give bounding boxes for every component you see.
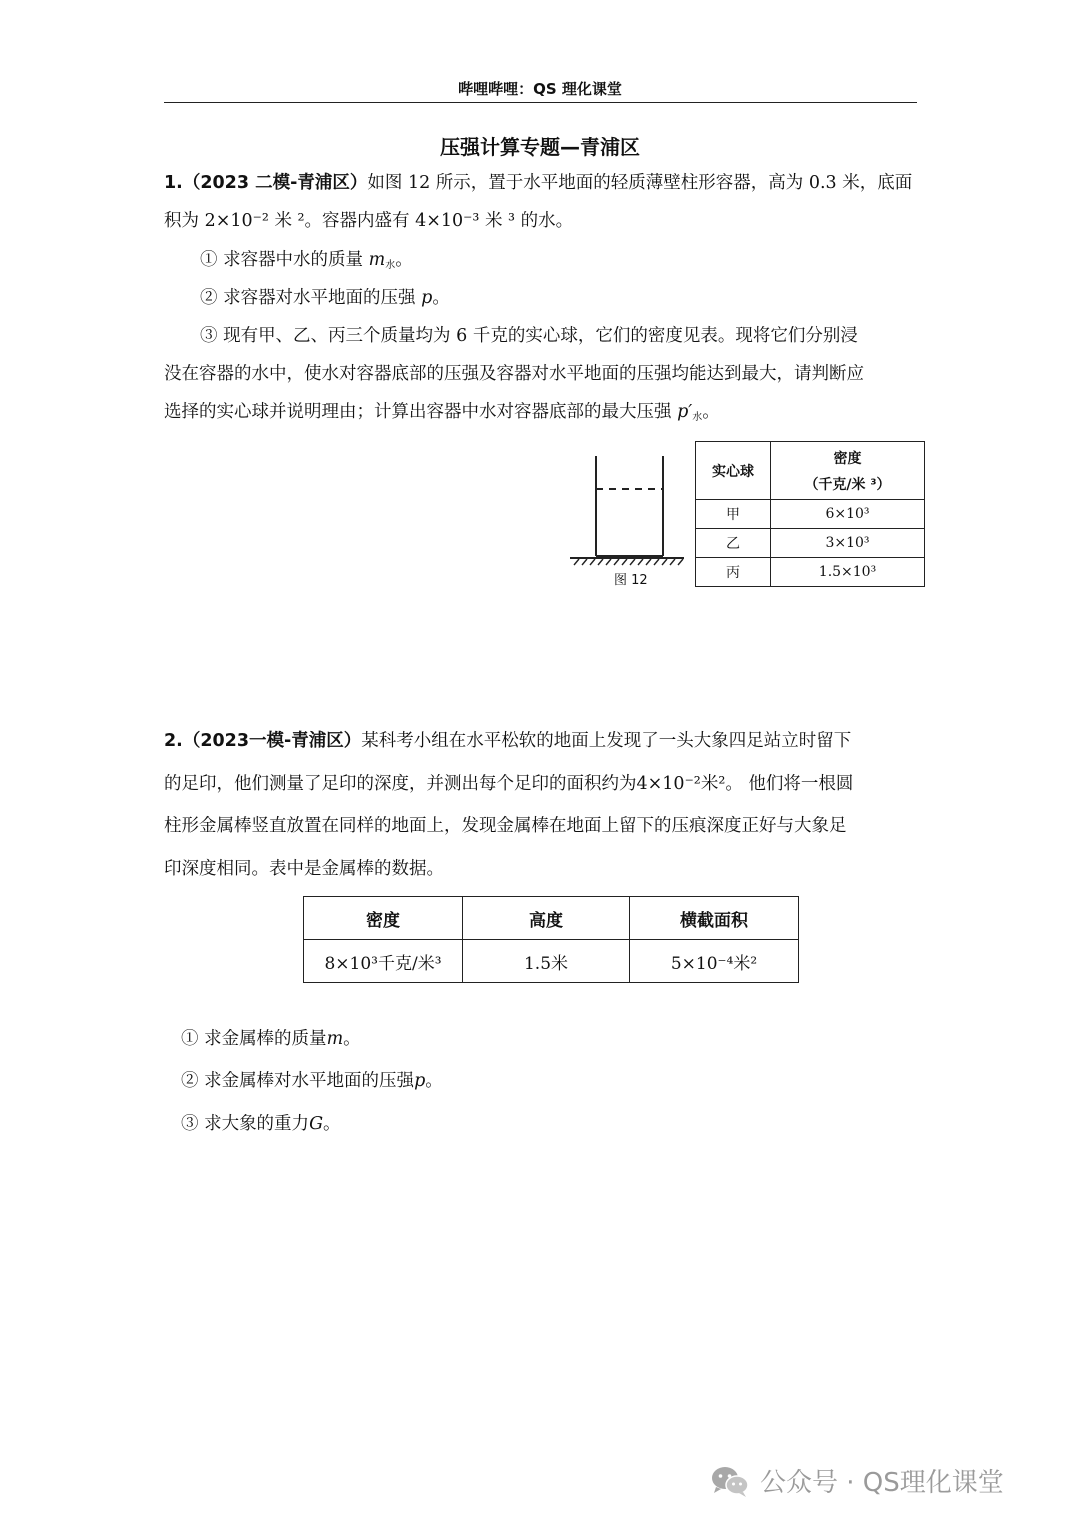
document-title: 压强计算专题—青浦区: [440, 135, 640, 159]
table2-value-height: 1.5米: [463, 940, 630, 983]
q2-line-3: 柱形金属棒竖直放置在同样的地面上，发现金属棒在地面上留下的压痕深度正好与大象足: [164, 816, 847, 836]
q2-sub2-var: p: [414, 1071, 426, 1091]
table-row: [696, 558, 925, 587]
q1-sub3-var: p′: [677, 402, 693, 422]
table2-value-area: 5×10⁻⁴米²: [630, 940, 799, 983]
q2-sub1-text: ① 求金属棒的质量: [181, 1029, 327, 1049]
q2-sub3-text: ③ 求大象的重力: [181, 1114, 310, 1134]
q1-sub1-subscript: 水: [385, 260, 396, 271]
density-table: [695, 441, 925, 587]
q1-text-1: 如图 12 所示，置于水平地面的轻质薄壁柱形容器，高为 0.3 米，底面: [367, 173, 913, 193]
q1-sub3-text: 选择的实心球并说明理由；计算出容器中水对容器底部的最大压强: [164, 402, 678, 422]
q2-subquestion-3: [181, 1112, 341, 1136]
q1-subquestion-2: [200, 286, 450, 310]
q2-subquestion-1: [181, 1027, 361, 1051]
q1-sub1-text: ① 求容器中水的质量: [200, 250, 369, 270]
q2-sub1-end: 。: [343, 1029, 361, 1049]
q1-sub2-text: ② 求容器对水平地面的压强: [200, 288, 422, 308]
ground-hatching: [574, 559, 683, 565]
q2-line-1: [164, 729, 851, 753]
header-rule: [164, 102, 917, 103]
page-header: 哔哩哔哩：QS 理化课堂: [458, 80, 622, 98]
q2-sub1-var: m: [326, 1029, 344, 1049]
q1-sub3-end: 。: [702, 402, 720, 422]
wechat-icon: [710, 1464, 750, 1498]
table2-value-density: 8×10³千克/米³: [304, 940, 463, 983]
q1-line-1: [164, 171, 912, 195]
table2-header-density: 密度: [304, 897, 463, 940]
table1-ball-density: 3×10³: [771, 529, 925, 558]
q2-label: 2.（2023一模-青浦区）: [164, 731, 362, 751]
table-row: [696, 529, 925, 558]
q1-label: 1.（2023 二模-青浦区）: [164, 173, 368, 193]
q1-sub2-var: p: [421, 288, 433, 308]
q2-sub3-end: 。: [323, 1114, 341, 1134]
table-row: [304, 940, 799, 983]
table1-header-density-line1: 密度: [833, 450, 862, 467]
table1-ball-name: 丙: [696, 558, 771, 587]
table1-header-ball: 实心球: [696, 442, 771, 500]
watermark: [710, 1462, 1004, 1499]
container-figure: [568, 452, 688, 570]
table1-header-density-line2: （千克/米 ³）: [804, 476, 891, 493]
table1-header-density: [771, 442, 925, 500]
watermark-text: 公众号 · QS理化课堂: [760, 1468, 1004, 1498]
figure-caption: 图 12: [614, 573, 648, 588]
q1-sub2-end: 。: [432, 288, 450, 308]
q1-sub1-end: 。: [395, 250, 413, 270]
q2-subquestion-2: [181, 1069, 443, 1093]
table-row: [696, 500, 925, 529]
q2-text-1: 某科考小组在水平松软的地面上发现了一头大象四足站立时留下: [361, 731, 852, 751]
q1-sub1-var: m: [368, 250, 386, 270]
q1-subquestion-3-line-1: ③ 现有甲、乙、丙三个质量均为 6 千克的实心球，它们的密度见表。现将它们分别浸: [200, 326, 858, 346]
q2-line-4: 印深度相同。表中是金属棒的数据。: [164, 859, 444, 879]
q2-sub2-end: 。: [425, 1071, 443, 1091]
q1-subquestion-1: [200, 248, 413, 278]
q1-line-2: 积为 2×10⁻² 米 ²。容器内盛有 4×10⁻³ 米 ³ 的水。: [164, 211, 574, 231]
metal-rod-table: [303, 896, 799, 983]
table1-ball-name: 甲: [696, 500, 771, 529]
table2-header-height: 高度: [463, 897, 630, 940]
q2-line-2: 的足印，他们测量了足印的深度，并测出每个足印的面积约为4×10⁻²米²。 他们将一根圆: [164, 774, 854, 794]
table1-ball-density: 6×10³: [771, 500, 925, 529]
q2-sub2-text: ② 求金属棒对水平地面的压强: [181, 1071, 415, 1091]
table2-header-area: 横截面积: [630, 897, 799, 940]
q1-subquestion-3-line-3: [164, 400, 720, 430]
table1-ball-density: 1.5×10³: [771, 558, 925, 587]
q2-sub3-var: G: [309, 1114, 324, 1134]
q1-subquestion-3-line-2: 没在容器的水中，使水对容器底部的压强及容器对水平地面的压强均能达到最大，请判断应: [164, 364, 864, 384]
table1-ball-name: 乙: [696, 529, 771, 558]
q1-sub3-subscript: 水: [692, 412, 703, 423]
